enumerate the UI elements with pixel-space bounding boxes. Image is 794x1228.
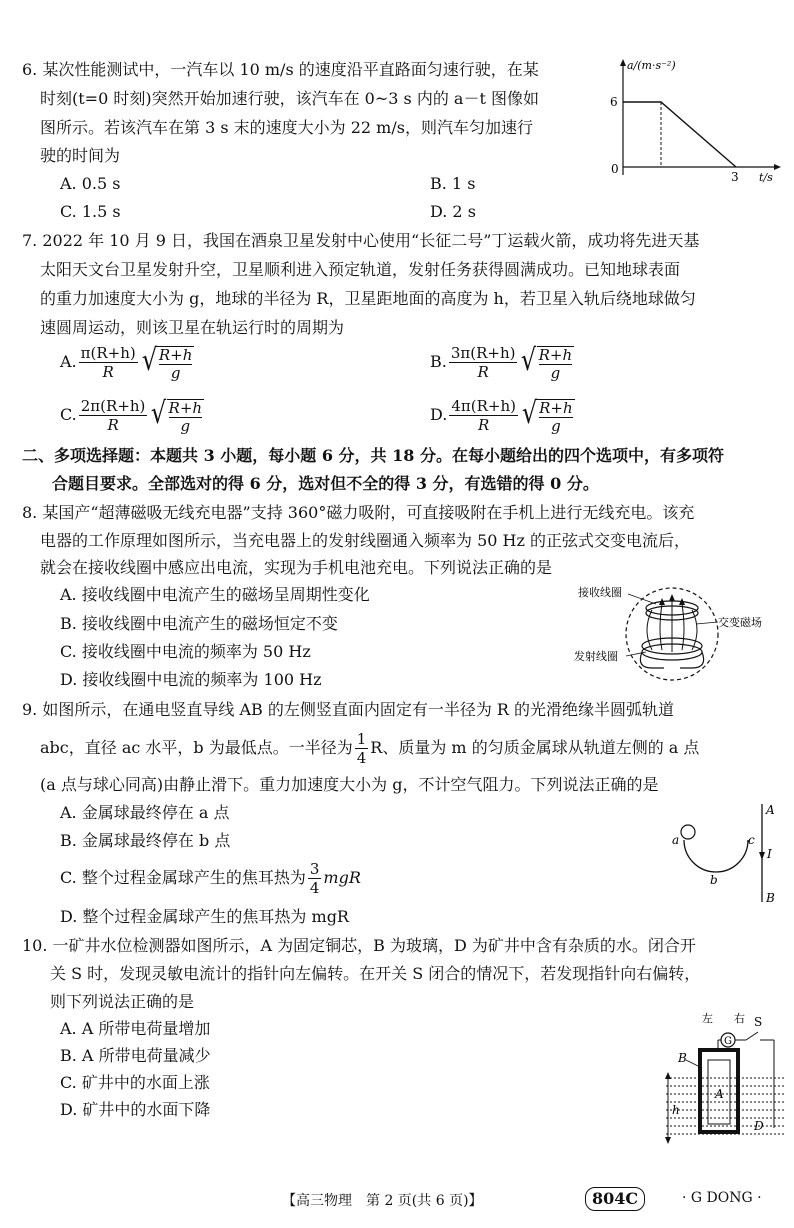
q7-option-b-rnum: R+h bbox=[538, 346, 573, 364]
q10-line-3: 则下列说法正确的是 bbox=[50, 992, 195, 1011]
q7-option-c-letter: C. bbox=[60, 405, 77, 424]
q6-option-c: C. 1.5 s bbox=[60, 202, 121, 221]
q8-receive-label: 接收线圈 bbox=[578, 586, 622, 599]
q10-detector-diagram bbox=[662, 1010, 786, 1145]
q10-line-2: 关 S 时，发现灵敏电流计的指针向左偏转。在开关 S 闭合的情况下，若发现指针向右偏转， bbox=[50, 964, 701, 983]
q6-graph-ytick: 6 bbox=[610, 95, 618, 109]
q7-option-c-den: R bbox=[107, 415, 119, 434]
q7-option-b-den: R bbox=[477, 362, 489, 381]
q7-option-c-coef: 2π(R+h) bbox=[80, 396, 146, 415]
q9-label-B: B bbox=[766, 891, 775, 905]
q10-label-h: h bbox=[672, 1103, 680, 1117]
q7-option-a-coef: π(R+h) bbox=[80, 343, 136, 362]
q10-option-a: A. A 所带电荷量增加 bbox=[60, 1019, 211, 1038]
q10-label-B: B bbox=[678, 1051, 687, 1065]
q7-line-1: 7. 2022 年 10 月 9 日，我国在酒泉卫星发射中心使用“长征二号”丁运载火箭，成功将先进天基 bbox=[22, 231, 700, 250]
q7-option-a bbox=[60, 342, 194, 382]
q6-option-b: B. 1 s bbox=[430, 174, 476, 193]
q9-option-c bbox=[60, 858, 361, 898]
q8-option-c: C. 接收线圈中电流的频率为 50 Hz bbox=[60, 642, 311, 661]
section-2-line-1: 二、多项选择题：本题共 3 小题，每小题 6 分，共 18 分。在每小题给出的四个选项中，有多项符 bbox=[22, 446, 724, 465]
section-2-line-2: 合题目要求。全部选对的得 6 分，选对但不全的得 3 分，有选错的得 0 分。 bbox=[52, 474, 599, 493]
footer-brand: · G DONG · bbox=[682, 1190, 762, 1206]
footer-exam-code: 804C bbox=[585, 1187, 645, 1211]
q7-option-b-rden: g bbox=[550, 364, 561, 382]
q9-label-I: I bbox=[767, 847, 772, 861]
q9-frac-num: 1 bbox=[356, 729, 367, 748]
q10-label-G: G bbox=[724, 1036, 732, 1047]
q7-option-c-rnum: R+h bbox=[168, 399, 203, 417]
q8-option-b: B. 接收线圈中电流产生的磁场恒定不变 bbox=[60, 614, 338, 633]
q7-option-c-rden: g bbox=[180, 417, 191, 435]
q10-option-d: D. 矿井中的水面下降 bbox=[60, 1100, 211, 1119]
q9-line-3: (a 点与球心同高)由静止滑下。重力加速度大小为 g，不计空气阻力。下列说法正确的是 bbox=[40, 775, 659, 794]
q7-option-a-den: R bbox=[102, 362, 114, 381]
q10-option-c: C. 矿井中的水面上涨 bbox=[60, 1073, 210, 1092]
q8-line-1: 8. 某国产“超薄磁吸无线充电器”支持 360°磁力吸附，可直接吸附在手机上进行无线充电。该充 bbox=[22, 503, 695, 522]
q7-option-c-sqrt: √ $\frac{R+h}{g}$ bbox=[151, 396, 203, 435]
q9-option-a: A. 金属球最终停在 a 点 bbox=[60, 803, 230, 822]
q7-option-b-coef: 3π(R+h) bbox=[450, 343, 516, 362]
q6-graph-ylabel: a/(m·s⁻²) bbox=[627, 59, 676, 72]
q9-option-d: D. 整个过程金属球产生的焦耳热为 mgR bbox=[60, 907, 349, 926]
q7-option-d-letter: D. bbox=[430, 405, 448, 424]
q8-line-3: 就会在接收线圈中感应出电流，实现为手机电池充电。下列说法正确的是 bbox=[40, 558, 553, 577]
q8-charger-diagram bbox=[572, 580, 782, 690]
q9-line-2 bbox=[40, 728, 699, 768]
q7-option-b-letter: B. bbox=[430, 352, 447, 371]
q10-label-left: 左 bbox=[702, 1012, 713, 1025]
q9-option-b: B. 金属球最终停在 b 点 bbox=[60, 831, 231, 850]
q6-option-d: D. 2 s bbox=[430, 202, 476, 221]
q9-label-A: A bbox=[766, 803, 775, 817]
q7-line-3: 的重力加速度大小为 g，地球的半径为 R，卫星距地面的高度为 h，若卫星入轨后绕地球做匀 bbox=[40, 289, 696, 308]
q7-option-a-sqrt: √ $\frac{R+h}{g}$ bbox=[141, 343, 193, 382]
q6-graph-xlabel: t/s bbox=[759, 171, 773, 184]
q10-label-S: S bbox=[754, 1015, 763, 1029]
q7-option-c-fraction bbox=[79, 397, 148, 434]
q7-option-d-rnum: R+h bbox=[539, 399, 573, 417]
q7-option-a-letter: A. bbox=[60, 352, 77, 371]
q9-label-b: b bbox=[710, 873, 718, 887]
q8-option-d: D. 接收线圈中电流的频率为 100 Hz bbox=[60, 670, 322, 689]
q8-field-label: 交变磁场 bbox=[718, 616, 762, 629]
q9-option-c-den: 4 bbox=[309, 878, 320, 897]
q9-track-diagram bbox=[668, 800, 788, 910]
q7-option-c bbox=[60, 395, 204, 435]
q9-line-1: 9. 如图所示，在通电竖直导线 AB 的左侧竖直面内固定有一半径为 R 的光滑绝缘半圆弧轨道 bbox=[22, 700, 675, 719]
q9-option-c-post: mgR bbox=[323, 868, 361, 887]
q9-label-c: c bbox=[748, 833, 755, 847]
q10-line-1: 10. 一矿井水位检测器如图所示，A 为固定铜芯，B 为玻璃，D 为矿井中含有杂质的水。闭合开 bbox=[22, 936, 696, 955]
q7-option-a-rnum: R+h bbox=[158, 346, 193, 364]
q7-option-a-rden: g bbox=[170, 364, 181, 382]
q10-label-D: D bbox=[754, 1119, 764, 1133]
q6-line-3: 图所示。若该汽车在第 3 s 末的速度大小为 22 m/s，则汽车匀加速行 bbox=[40, 118, 533, 137]
q6-option-a: A. 0.5 s bbox=[60, 174, 121, 193]
q9-label-a: a bbox=[672, 833, 680, 847]
q6-a-t-graph bbox=[605, 55, 785, 185]
q7-option-b-fraction bbox=[449, 344, 518, 381]
q7-option-d-den: R bbox=[478, 415, 490, 434]
q7-option-b bbox=[430, 342, 574, 382]
q6-graph-origin: 0 bbox=[611, 162, 619, 176]
q10-label-right: 右 bbox=[734, 1012, 745, 1025]
q6-line-4: 驶的时间为 bbox=[40, 146, 121, 165]
q7-line-2: 太阳天文台卫星发射升空，卫星顺利进入预定轨道，发射任务获得圆满成功。已知地球表面 bbox=[40, 260, 681, 279]
q8-option-a: A. 接收线圈中电流产生的磁场呈周期性变化 bbox=[60, 585, 370, 604]
q7-option-d-sqrt: √ $\frac{R+h}{g}$ bbox=[521, 396, 573, 435]
q7-option-d bbox=[430, 395, 575, 435]
footer-page-info: 【高三物理 第 2 页(共 6 页)】 bbox=[282, 1193, 483, 1209]
q7-option-d-rden: g bbox=[551, 417, 561, 435]
q9-line-2-pre: abc，直径 ac 水平，b 为最低点。一半径为 bbox=[40, 738, 353, 757]
q9-option-c-pre: C. 整个过程金属球产生的焦耳热为 bbox=[60, 868, 306, 887]
q9-frac-den: 4 bbox=[356, 748, 367, 767]
q6-line-1: 6. 某次性能测试中，一汽车以 10 m/s 的速度沿平直路面匀速行驶，在某 bbox=[22, 60, 539, 79]
q7-option-d-fraction bbox=[449, 397, 518, 434]
q10-label-A: A bbox=[715, 1087, 724, 1101]
q9-option-c-num: 3 bbox=[309, 859, 320, 878]
q10-option-b: B. A 所带电荷量减少 bbox=[60, 1046, 211, 1065]
q7-line-4: 速圆周运动，则该卫星在轨运行时的周期为 bbox=[40, 318, 345, 337]
q8-line-2: 电器的工作原理如图所示，当充电器上的发射线圈通入频率为 50 Hz 的正弦式交变电流后， bbox=[40, 531, 691, 550]
q7-option-d-coef: 4π(R+h) bbox=[451, 396, 516, 415]
q7-option-b-sqrt: √ $\frac{R+h}{g}$ bbox=[521, 343, 573, 382]
q6-graph-xtick: 3 bbox=[731, 170, 739, 184]
q9-line-2-post: R、质量为 m 的匀质金属球从轨道左侧的 a 点 bbox=[370, 738, 700, 757]
q9-quarter-fraction bbox=[355, 730, 369, 767]
q7-option-a-fraction bbox=[79, 344, 138, 381]
q6-line-2: 时刻(t=0 时刻)突然开始加速行驶，该汽车在 0~3 s 内的 a－t 图像如 bbox=[40, 89, 539, 108]
q8-emit-label: 发射线圈 bbox=[574, 650, 618, 663]
q9-option-c-fraction bbox=[308, 860, 322, 897]
